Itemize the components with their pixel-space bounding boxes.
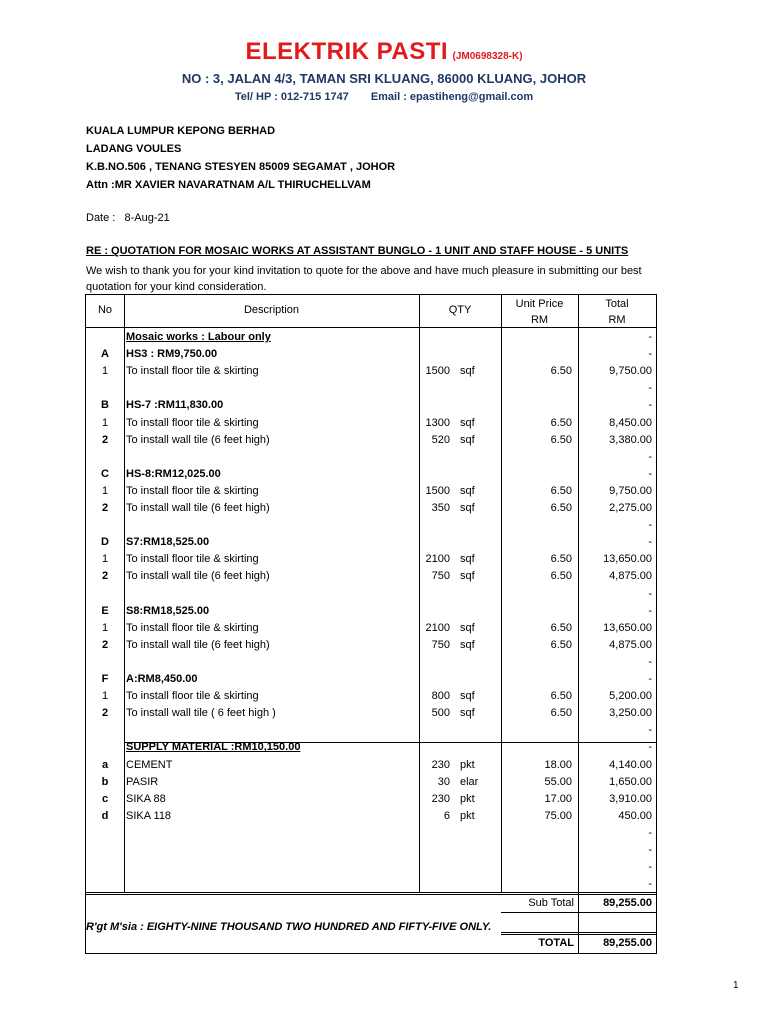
total-label: TOTAL bbox=[538, 937, 574, 949]
row-qty: 750 bbox=[431, 638, 450, 651]
row-description: CEMENT bbox=[126, 758, 173, 771]
row-no: E bbox=[101, 604, 109, 617]
row-unit-price: 75.00 bbox=[544, 809, 572, 822]
row-description: To install wall tile ( 6 feet high ) bbox=[126, 707, 276, 720]
row-unit: sqf bbox=[460, 707, 475, 720]
table-row bbox=[86, 517, 656, 534]
total-value: 89,255.00 bbox=[603, 937, 652, 949]
row-no: F bbox=[101, 673, 109, 685]
table-row bbox=[86, 808, 656, 825]
header-qty: QTY bbox=[448, 304, 472, 316]
row-total: - bbox=[648, 519, 652, 532]
row-no: D bbox=[101, 536, 109, 549]
row-no: 1 bbox=[101, 690, 109, 703]
company-reg-no: (JM0698328-K) bbox=[452, 51, 523, 62]
row-total: - bbox=[648, 655, 652, 668]
table-row bbox=[86, 688, 656, 705]
row-description: A:RM8,450.00 bbox=[126, 673, 198, 685]
row-unit-price: 6.50 bbox=[550, 621, 572, 634]
intro-paragraph: We wish to thank you for your kind invitation to quote for the above and have much pleasure in submitting our best quotation for your kind consideration. bbox=[86, 265, 642, 293]
row-qty: 350 bbox=[431, 502, 450, 514]
row-qty: 750 bbox=[431, 570, 450, 583]
row-unit-price: 6.50 bbox=[550, 502, 572, 514]
row-qty: 6 bbox=[443, 809, 450, 822]
row-description: S7:RM18,525.00 bbox=[126, 536, 210, 549]
row-unit: sqf bbox=[460, 484, 475, 497]
table-row bbox=[86, 380, 656, 397]
row-total: - bbox=[648, 826, 652, 839]
row-unit: sqf bbox=[460, 621, 475, 634]
row-total: 3,250.00 bbox=[609, 707, 652, 720]
row-unit-price: 6.50 bbox=[550, 484, 572, 497]
row-description: To install wall tile (6 feet high) bbox=[126, 638, 270, 651]
row-description: To install floor tile & skirting bbox=[126, 365, 259, 378]
company-email: Email : epastiheng@gmail.com bbox=[370, 91, 534, 103]
row-unit-price: 17.00 bbox=[544, 792, 572, 805]
table-row bbox=[86, 329, 656, 346]
row-total: - bbox=[648, 587, 652, 600]
row-unit: sqf bbox=[460, 690, 475, 703]
company-name: ELEKTRIK PASTI bbox=[245, 38, 449, 65]
row-total: 13,650.00 bbox=[603, 621, 652, 634]
row-unit-price: 6.50 bbox=[550, 416, 572, 429]
row-no: 1 bbox=[101, 553, 109, 566]
table-row bbox=[86, 671, 656, 688]
row-qty: 520 bbox=[431, 433, 450, 446]
row-qty: 800 bbox=[431, 690, 450, 703]
row-description: HS-8:RM12,025.00 bbox=[126, 467, 221, 480]
row-unit-price: 6.50 bbox=[550, 365, 572, 378]
quotation-date bbox=[86, 212, 170, 224]
table-row bbox=[86, 825, 656, 842]
row-description: To install wall tile (6 feet high) bbox=[126, 570, 270, 583]
row-description: PASIR bbox=[126, 775, 159, 788]
row-no: c bbox=[101, 792, 109, 805]
client-line-3: K.B.NO.506 , TENANG STESYEN 85009 SEGAMAT , JOHOR bbox=[86, 161, 396, 173]
table-row bbox=[86, 397, 656, 414]
table-row bbox=[86, 774, 656, 791]
subtotal-label: Sub Total bbox=[528, 897, 574, 909]
row-description: S8:RM18,525.00 bbox=[126, 604, 210, 617]
row-no: 1 bbox=[101, 484, 109, 497]
row-unit-price: 6.50 bbox=[550, 553, 572, 566]
row-no: 1 bbox=[101, 621, 109, 634]
row-unit: elar bbox=[460, 775, 479, 788]
row-total: 4,140.00 bbox=[609, 758, 652, 771]
row-description: HS3 : RM9,750.00 bbox=[126, 348, 218, 361]
row-total: - bbox=[648, 741, 652, 754]
row-total: - bbox=[648, 331, 652, 343]
row-total: - bbox=[648, 382, 652, 395]
row-qty: 2100 bbox=[425, 621, 450, 634]
row-no: 2 bbox=[101, 570, 109, 583]
table-row bbox=[86, 500, 656, 517]
row-description: HS-7 :RM11,830.00 bbox=[126, 399, 224, 412]
header-unit-price: Unit Price RM bbox=[515, 298, 564, 326]
row-description: To install wall tile (6 feet high) bbox=[126, 502, 270, 514]
row-unit-price: 6.50 bbox=[550, 570, 572, 583]
amount-in-words: R'gt M'sia : EIGHTY-NINE THOUSAND TWO HUNDRED AND FIFTY-FIVE ONLY. bbox=[86, 921, 492, 933]
row-total: - bbox=[648, 399, 652, 412]
row-description: Mosaic works : Labour only bbox=[126, 331, 271, 343]
row-description: SIKA 118 bbox=[126, 809, 172, 822]
table-row bbox=[86, 568, 656, 585]
row-total: 4,875.00 bbox=[609, 570, 652, 583]
row-qty: 2100 bbox=[425, 553, 450, 566]
table-row bbox=[86, 620, 656, 637]
row-unit-price: 18.00 bbox=[544, 758, 572, 771]
table-row bbox=[86, 791, 656, 808]
row-description: To install floor tile & skirting bbox=[126, 416, 259, 429]
client-line-2: LADANG VOULES bbox=[86, 143, 182, 155]
subtotal-value: 89,255.00 bbox=[603, 897, 652, 909]
table-row bbox=[86, 757, 656, 774]
row-total: - bbox=[648, 450, 652, 463]
row-unit: pkt bbox=[460, 792, 475, 805]
table-row bbox=[86, 637, 656, 654]
date-value: 8-Aug-21 bbox=[124, 212, 170, 224]
row-no: 1 bbox=[101, 365, 109, 378]
table-row bbox=[86, 483, 656, 500]
row-total: 1,650.00 bbox=[609, 775, 652, 788]
row-unit-price: 55.00 bbox=[544, 775, 572, 788]
row-description: To install floor tile & skirting bbox=[126, 621, 259, 634]
row-no: 2 bbox=[101, 502, 109, 514]
table-row bbox=[86, 876, 656, 893]
row-total: - bbox=[648, 604, 652, 617]
row-qty: 30 bbox=[437, 775, 450, 788]
row-total: 13,650.00 bbox=[603, 553, 652, 566]
table-row bbox=[86, 363, 656, 380]
row-unit: sqf bbox=[460, 433, 475, 446]
table-row bbox=[86, 466, 656, 483]
row-description: SUPPLY MATERIAL :RM10,150.00 bbox=[126, 741, 301, 754]
row-qty: 230 bbox=[431, 792, 450, 805]
date-label: Date : bbox=[86, 212, 116, 224]
header-no: No bbox=[97, 304, 113, 316]
row-total: - bbox=[648, 724, 652, 737]
row-unit: sqf bbox=[460, 502, 475, 514]
row-no: 1 bbox=[101, 416, 109, 429]
row-unit: sqf bbox=[460, 553, 475, 566]
header-total: Total RM bbox=[605, 298, 629, 326]
row-no: 2 bbox=[101, 707, 109, 720]
table-row bbox=[86, 415, 656, 432]
row-description: To install floor tile & skirting bbox=[126, 484, 259, 497]
row-unit-price: 6.50 bbox=[550, 638, 572, 651]
row-total: - bbox=[648, 467, 652, 480]
row-unit: pkt bbox=[460, 809, 475, 822]
row-total: 9,750.00 bbox=[609, 484, 652, 497]
table-row bbox=[86, 586, 656, 603]
row-total: 8,450.00 bbox=[609, 416, 652, 429]
row-qty: 1300 bbox=[425, 416, 450, 429]
table-row bbox=[86, 432, 656, 449]
row-description: SIKA 88 bbox=[126, 792, 166, 805]
row-unit: sqf bbox=[460, 570, 475, 583]
table-row bbox=[86, 449, 656, 466]
row-qty: 1500 bbox=[425, 365, 450, 378]
table-row bbox=[86, 859, 656, 876]
row-total: 5,200.00 bbox=[609, 690, 652, 703]
company-phone: Tel/ HP : 012-715 1747 bbox=[234, 91, 349, 103]
row-total: - bbox=[648, 878, 652, 891]
client-line-1: KUALA LUMPUR KEPONG BERHAD bbox=[86, 125, 276, 137]
table-row bbox=[86, 654, 656, 671]
row-unit-price: 6.50 bbox=[550, 690, 572, 703]
row-unit: sqf bbox=[460, 416, 475, 429]
row-total: - bbox=[648, 536, 652, 549]
row-no: 2 bbox=[101, 433, 109, 446]
table-row bbox=[86, 842, 656, 859]
row-total: 450.00 bbox=[618, 809, 652, 822]
row-no: B bbox=[101, 399, 109, 412]
row-unit-price: 6.50 bbox=[550, 707, 572, 720]
row-total: - bbox=[648, 844, 652, 856]
row-no: d bbox=[101, 809, 109, 822]
table-row bbox=[86, 603, 656, 620]
row-no: 2 bbox=[101, 638, 109, 651]
row-qty: 500 bbox=[431, 707, 450, 720]
row-total: - bbox=[648, 348, 652, 361]
header-description: Description bbox=[243, 304, 300, 316]
table-row bbox=[86, 551, 656, 568]
company-address: NO : 3, JALAN 4/3, TAMAN SRI KLUANG, 86000 KLUANG, JOHOR bbox=[181, 71, 587, 86]
company-contact bbox=[0, 91, 768, 103]
company-header bbox=[0, 38, 768, 66]
table-row bbox=[86, 705, 656, 722]
table-row bbox=[86, 739, 656, 756]
row-total: - bbox=[648, 673, 652, 685]
row-total: 4,875.00 bbox=[609, 638, 652, 651]
row-qty: 230 bbox=[431, 758, 450, 771]
row-unit: sqf bbox=[460, 365, 475, 378]
row-description: To install wall tile (6 feet high) bbox=[126, 433, 270, 446]
row-total: 3,380.00 bbox=[609, 433, 652, 446]
client-line-4: Attn :MR XAVIER NAVARATNAM A/L THIRUCHELLVAM bbox=[86, 179, 371, 191]
quotation-table bbox=[85, 294, 657, 954]
row-qty: 1500 bbox=[425, 484, 450, 497]
row-unit: sqf bbox=[460, 638, 475, 651]
subject-line: RE : QUOTATION FOR MOSAIC WORKS AT ASSISTANT BUNGLO - 1 UNIT AND STAFF HOUSE - 5 UNITS bbox=[86, 245, 629, 257]
row-no: a bbox=[101, 758, 109, 771]
page-number: 1 bbox=[733, 980, 739, 991]
row-total: 9,750.00 bbox=[609, 365, 652, 378]
row-no: A bbox=[101, 348, 109, 361]
row-total: 2,275.00 bbox=[609, 502, 652, 514]
table-row bbox=[86, 534, 656, 551]
row-no: b bbox=[101, 775, 109, 788]
row-description: To install floor tile & skirting bbox=[126, 690, 259, 703]
row-total: - bbox=[648, 861, 652, 874]
row-unit-price: 6.50 bbox=[550, 433, 572, 446]
row-description: To install floor tile & skirting bbox=[126, 553, 259, 566]
table-row bbox=[86, 346, 656, 363]
row-total: 3,910.00 bbox=[609, 792, 652, 805]
row-unit: pkt bbox=[460, 758, 475, 771]
table-row bbox=[86, 722, 656, 739]
row-no: C bbox=[101, 467, 109, 480]
